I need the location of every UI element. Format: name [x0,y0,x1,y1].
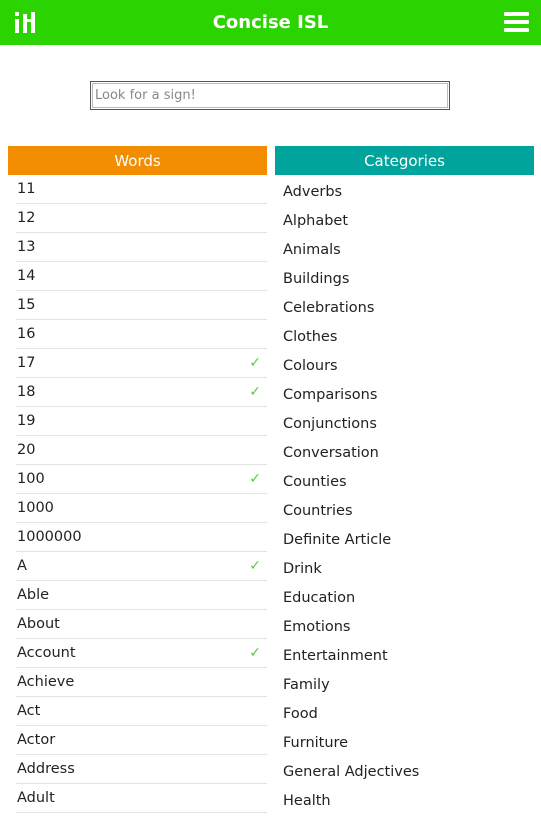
word-label: 100 [17,471,45,487]
word-list-item[interactable] [16,552,267,581]
category-list-item[interactable]: Celebrations [283,300,375,316]
category-list-item[interactable]: Alphabet [283,213,349,229]
word-list-item[interactable] [16,465,267,494]
word-label: Able [17,587,50,603]
category-list-item[interactable]: Drink [283,561,322,577]
check-icon: ✓ [249,384,261,400]
category-list-item[interactable]: Emotions [283,619,351,635]
category-list-item[interactable]: Food [283,706,318,722]
app-bar [0,0,541,45]
check-icon: ✓ [249,355,261,371]
word-list-item[interactable] [16,668,267,697]
category-list-item[interactable]: Buildings [283,271,350,287]
check-icon: ✓ [249,558,261,574]
category-list-item[interactable]: Conversation [283,445,379,461]
category-list-item[interactable]: Counties [283,474,347,490]
word-label: Address [17,761,75,777]
categories-list [275,178,534,816]
word-label: 14 [17,268,36,284]
word-list-item[interactable] [16,784,267,813]
search-input[interactable] [90,81,450,110]
word-label: 13 [17,239,36,255]
category-list-item[interactable]: General Adjectives [283,764,420,780]
word-label: 19 [17,413,36,429]
word-list-item[interactable] [16,697,267,726]
word-list-item[interactable] [16,436,267,465]
word-list-item[interactable] [16,320,267,349]
category-list-item[interactable]: Colours [283,358,338,374]
word-label: About [17,616,60,632]
word-list-item[interactable] [16,291,267,320]
word-label: Achieve [17,674,75,690]
word-list-item[interactable] [16,407,267,436]
category-list-item[interactable]: Animals [283,242,341,258]
category-list-item[interactable]: Education [283,590,356,606]
word-label: 1000000 [17,529,82,545]
word-list-item[interactable] [16,523,267,552]
word-list-item[interactable] [16,349,267,378]
word-label: 18 [17,384,36,400]
word-list-item[interactable] [16,610,267,639]
word-label: Account [17,645,76,661]
categories-header[interactable]: Categories [275,146,534,175]
words-header[interactable]: Words [8,146,267,175]
word-label: 17 [17,355,36,371]
word-label: 15 [17,297,36,313]
word-list-item[interactable] [16,378,267,407]
check-icon: ✓ [249,471,261,487]
category-list-item[interactable]: Adverbs [283,184,343,200]
word-list-item[interactable] [16,262,267,291]
category-list-item[interactable]: Countries [283,503,353,519]
word-label: Adult [17,790,55,806]
word-list-item[interactable] [16,581,267,610]
word-label: A [17,558,27,574]
word-list-item[interactable] [16,726,267,755]
category-list-item[interactable]: Conjunctions [283,416,377,432]
word-label: Actor [17,732,56,748]
word-list-item[interactable] [16,204,267,233]
word-list-item[interactable] [16,755,267,784]
word-label: 1000 [17,500,54,516]
word-label: Act [17,703,41,719]
category-list-item[interactable]: Comparisons [283,387,378,403]
word-list-item[interactable] [16,233,267,262]
categories-column [275,146,534,816]
category-list-item[interactable]: Definite Article [283,532,392,548]
word-label: 11 [17,181,36,197]
category-list-item[interactable]: Health [283,793,331,809]
category-list-item[interactable]: Family [283,677,330,693]
words-list [8,175,267,813]
app-title: Concise ISL [212,12,329,33]
word-list-item[interactable] [16,494,267,523]
hamburger-menu-icon[interactable] [504,12,529,33]
word-list-item[interactable] [16,175,267,204]
word-label: 20 [17,442,36,458]
word-label: 12 [17,210,36,226]
check-icon: ✓ [249,645,261,661]
word-label: 16 [17,326,36,342]
category-list-item[interactable]: Entertainment [283,648,388,664]
words-column [8,146,267,813]
category-list-item[interactable]: Furniture [283,735,349,751]
word-list-item[interactable] [16,639,267,668]
category-list-item[interactable]: Clothes [283,329,338,345]
